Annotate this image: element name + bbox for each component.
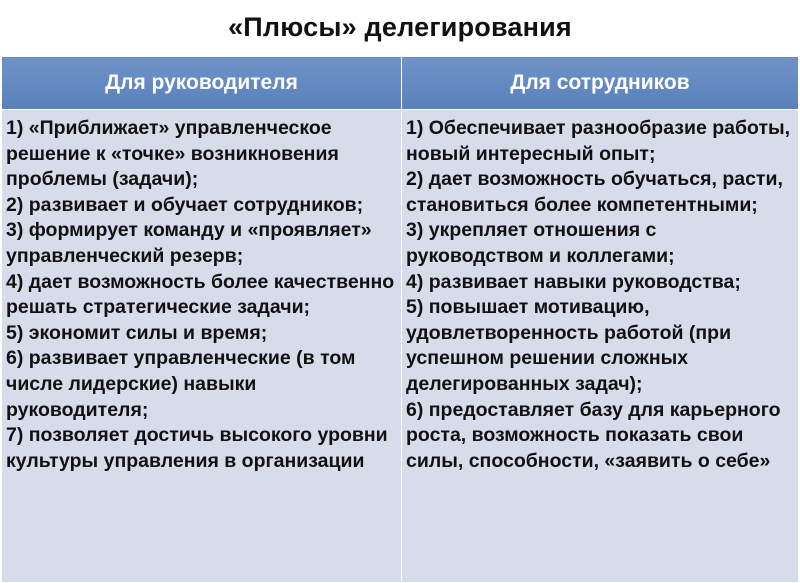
header-label: Для сотрудников: [510, 71, 690, 94]
managers-benefits-list: [2, 110, 401, 474]
table-header-row: [2, 57, 799, 110]
employees-benefits-cell: [402, 110, 799, 583]
header-label: Для руководителя: [105, 71, 298, 94]
list-item: 1) «Приближает» управленческое решение к «точке» возникновения проблемы (задачи);: [6, 117, 339, 191]
list-item: 7) позволяет достичь высокого уровни культуры управления в организации: [6, 424, 388, 472]
list-item: 5) экономит силы и время;: [6, 321, 268, 344]
list-item: 4) дает возможность более качественно решать стратегические задачи;: [6, 270, 395, 319]
table-row: [2, 110, 799, 583]
list-item: 2) развивает и обучает сотрудников;: [6, 193, 364, 216]
header-for-employees: [402, 57, 799, 110]
page-title: «Плюсы» делегирования: [228, 12, 572, 42]
header-for-managers: [2, 57, 402, 110]
employees-benefits-list: [402, 110, 798, 474]
list-item: 4) развивает навыки руководства;: [406, 270, 741, 293]
managers-benefits-cell: [2, 110, 402, 583]
list-item: 6) развивает управленческие (в том числе лидерские) навыки руководителя;: [6, 347, 356, 421]
list-item: 2) дает возможность обучаться, расти, становиться более компетентными;: [406, 168, 783, 216]
list-item: 6) предоставляет базу для карьерного роста, возможность показать свои силы, способности, «заявить о себе»: [406, 398, 781, 472]
list-item: 1) Обеспечивает разнообразие работы, новый интересный опыт;: [406, 117, 791, 165]
delegation-table: [1, 56, 799, 583]
list-item: 3) формирует команду и «проявляет» управленческий резерв;: [6, 219, 372, 267]
list-item: 5) повышает мотивацию, удовлетворенность работой (при успешном решении сложных делегированных задач);: [406, 296, 732, 395]
list-item: 3) укрепляет отношения с руководством и коллегами;: [406, 219, 675, 267]
